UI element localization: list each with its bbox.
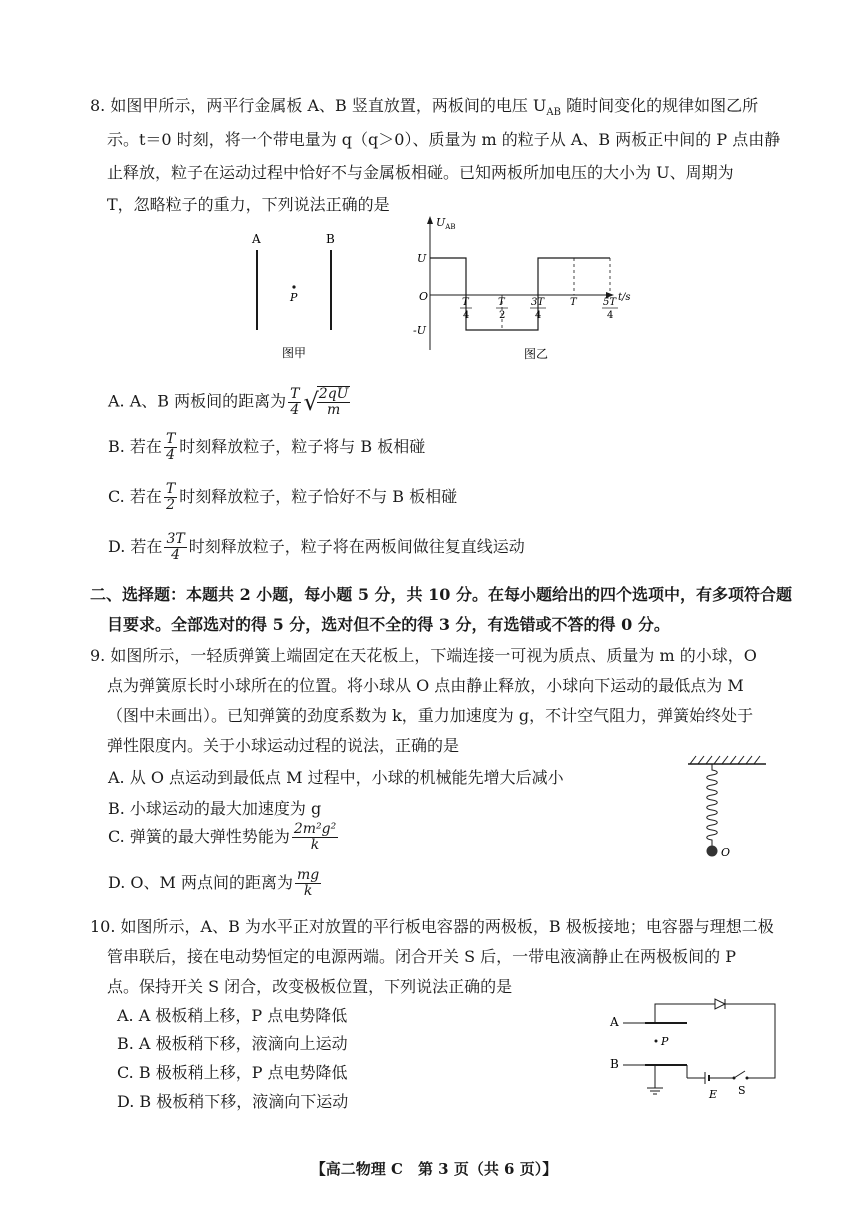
q10-option-c[interactable]: C. B 极板稍上移，P 点电势降低 bbox=[117, 1063, 348, 1082]
q9-line-1: 9. 如图所示，一轻质弹簧上端固定在天花板上，下端连接一可视为质点、质量为 m 的小球，O bbox=[90, 646, 757, 665]
u-positive-label: U bbox=[417, 252, 427, 265]
q8-option-c-text: 时刻释放粒子，粒子恰好不与 B 板相碰 bbox=[179, 487, 458, 506]
q9-option-c-fraction: $\frac{\text{2m²g²}}{k}$ bbox=[293, 821, 337, 853]
figure-caption-yi: 图乙 bbox=[524, 347, 549, 361]
q9-line-4: 弹性限度内。关于小球运动过程的说法，正确的是 bbox=[107, 736, 460, 755]
q8-option-b-prefix: B. 若在 bbox=[108, 437, 162, 456]
q8-option-a-fraction: $\frac{T}{4}$ bbox=[290, 385, 300, 418]
q10-line-1: 10. 如图所示，A、B 为水平正对放置的平行板电容器的两极板，B 极板接地；电容器与理想二极 bbox=[90, 917, 774, 936]
u-negative-label: -U bbox=[413, 324, 426, 337]
point-p bbox=[292, 285, 295, 288]
plate-b-label: B bbox=[326, 232, 335, 246]
q8-option-d-prefix: D. 若在 bbox=[108, 537, 163, 556]
battery-label-e: E bbox=[709, 1088, 718, 1101]
q8-option-b-text: 时刻释放粒子，粒子将与 B 板相碰 bbox=[179, 437, 426, 456]
tick-t4-num: T bbox=[462, 297, 469, 308]
q10-option-b[interactable]: B. A 极板稍下移，液滴向上运动 bbox=[117, 1034, 348, 1053]
y-axis-label: $U_{AB}$ bbox=[436, 216, 456, 231]
q9-option-b[interactable]: B. 小球运动的最大加速度为 g bbox=[108, 799, 322, 818]
voltage-waveform bbox=[430, 258, 610, 330]
y-axis-arrow-icon bbox=[427, 216, 433, 224]
q10-option-d[interactable]: D. B 极板稍下移，液滴向下运动 bbox=[117, 1092, 349, 1111]
wire-top-loop bbox=[655, 1004, 775, 1078]
q9-option-c-prefix: C. 弹簧的最大弹性势能为 bbox=[108, 827, 290, 846]
spring-coil bbox=[707, 764, 718, 846]
q8-figure-plates bbox=[240, 225, 350, 365]
q10-line-2: 管串联后，接在电动势恒定的电源两端。闭合开关 S 后，一带电液滴静止在两极板间的 P bbox=[107, 947, 736, 966]
q9-option-d-prefix: D. O、M 两点间的距离为 bbox=[108, 873, 294, 892]
q8-option-c-fraction: $\frac{T}{2}$ bbox=[165, 481, 176, 513]
plate-b-label: B bbox=[610, 1057, 619, 1071]
q9-option-d[interactable] bbox=[108, 868, 323, 899]
point-p-label: P bbox=[661, 1035, 669, 1048]
ball bbox=[707, 846, 718, 857]
q9-figure-spring bbox=[682, 752, 772, 862]
point-p bbox=[655, 1040, 658, 1043]
q8-line-1-text: 8. 如图甲所示，两平行金属板 A、B 竖直放置，两板间的电压 U bbox=[90, 96, 547, 115]
q8-option-c[interactable] bbox=[108, 482, 457, 513]
q8-figure-voltage-graph bbox=[408, 212, 648, 364]
tick-3t4-num: 3T bbox=[531, 297, 545, 308]
section-2-line-1: 二、选择题：本题共 2 小题，每小题 5 分，共 10 分。在每小题给出的四个选项中，有多项符合题 bbox=[90, 585, 792, 604]
q8-uab-subscript: AB bbox=[546, 107, 561, 119]
q9-option-a[interactable]: A. 从 O 点运动到最低点 M 过程中，小球的机械能先增大后减小 bbox=[108, 768, 564, 787]
diode-icon bbox=[715, 999, 725, 1009]
ball-label-o: O bbox=[721, 846, 731, 859]
q8-option-a-text: A. A、B 两板间的距离为 bbox=[108, 391, 287, 411]
q9-option-d-fraction: $\frac{mg}{k}$ bbox=[297, 867, 320, 899]
q8-option-b[interactable] bbox=[108, 432, 425, 463]
point-p-label: P bbox=[290, 291, 298, 304]
q10-line-3: 点。保持开关 S 闭合，改变极板位置，下列说法正确的是 bbox=[107, 977, 513, 996]
q8-option-d[interactable] bbox=[108, 532, 525, 563]
tick-5t4-num: 5T bbox=[603, 297, 617, 308]
q8-option-d-text: 时刻释放粒子，粒子将在两板间做往复直线运动 bbox=[188, 537, 525, 556]
q9-option-c[interactable] bbox=[108, 822, 340, 853]
section-2-line-2: 目要求。全部选对的得 5 分，选对但不全的得 3 分，有选错或不答的得 0 分。 bbox=[107, 615, 670, 634]
tick-t4-den: 4 bbox=[463, 310, 470, 321]
q8-line-1 bbox=[90, 93, 758, 118]
q8-line-3: 止释放，粒子在运动过程中恰好不与金属板相碰。已知两板所加电压的大小为 U、周期为 bbox=[107, 163, 734, 182]
tick-3t4-den: 4 bbox=[535, 310, 542, 321]
q8-line-1-tail: 随时间变化的规律如图乙所 bbox=[561, 96, 759, 115]
plate-a-label: A bbox=[252, 232, 261, 246]
q9-line-2: 点为弹簧原长时小球所在的位置。将小球从 O 点由静止释放，小球向下运动的最低点为 M bbox=[107, 676, 744, 695]
q10-figure-circuit bbox=[605, 996, 785, 1106]
q8-option-b-fraction: $\frac{T}{4}$ bbox=[165, 431, 176, 463]
x-axis-ticks bbox=[460, 297, 618, 321]
tick-t-num: T bbox=[570, 297, 577, 308]
q8-line-4: T，忽略粒子的重力，下列说法正确的是 bbox=[107, 195, 390, 214]
q8-line-2: 示。t＝0 时刻，将一个带电量为 q（q＞0）、质量为 m 的粒子从 A、B 两板正中间的 P 点由静 bbox=[107, 130, 781, 149]
origin-label: O bbox=[419, 290, 429, 303]
q8-option-a-sqrt: √ $\frac{2qU}{m}$ bbox=[303, 386, 349, 418]
ceiling-hatch bbox=[690, 756, 760, 764]
figure-caption-jia: 图甲 bbox=[282, 346, 307, 360]
tick-5t4-den: 4 bbox=[607, 310, 614, 321]
q9-line-3: （图中未画出）。已知弹簧的劲度系数为 k，重力加速度为 g，不计空气阻力，弹簧始终处于 bbox=[107, 706, 754, 725]
q10-option-a[interactable]: A. A 极板稍上移，P 点电势降低 bbox=[117, 1006, 348, 1025]
page-footer: 【高二物理 C 第 3 页（共 6 页）】 bbox=[310, 1160, 558, 1178]
tick-t2-den: 2 bbox=[499, 310, 506, 321]
tick-t2-num: T bbox=[498, 297, 505, 308]
x-axis-unit: t/s bbox=[618, 292, 631, 303]
q8-option-a[interactable] bbox=[108, 386, 352, 418]
plate-a-label: A bbox=[610, 1015, 619, 1029]
q8-option-c-prefix: C. 若在 bbox=[108, 487, 162, 506]
q8-option-d-fraction: $\frac{3T}{4}$ bbox=[166, 531, 185, 563]
switch-label-s: S bbox=[738, 1084, 746, 1097]
